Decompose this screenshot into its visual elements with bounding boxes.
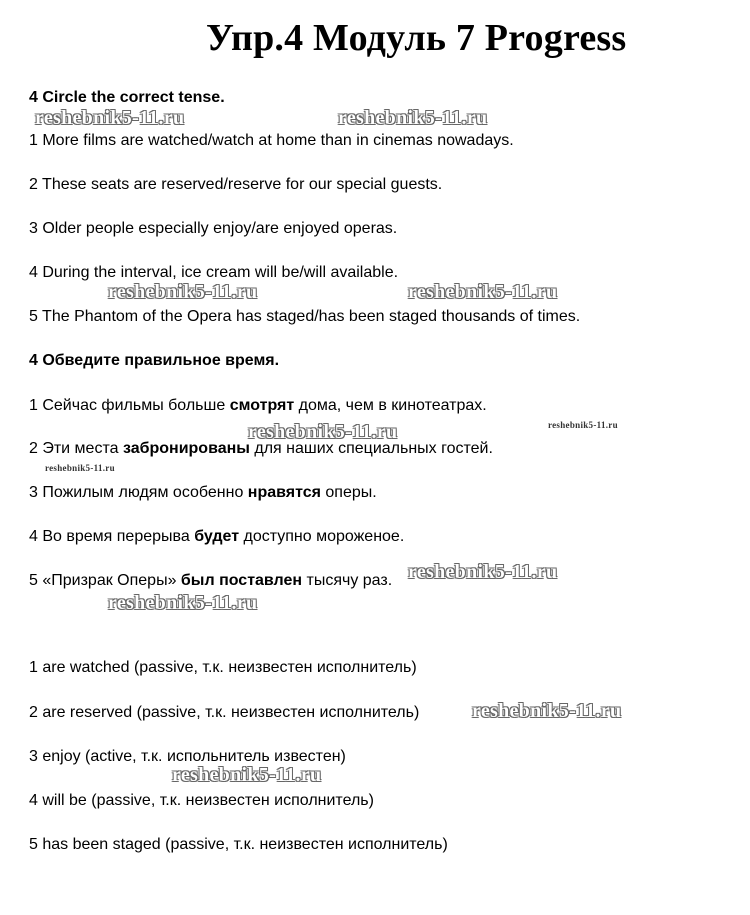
- russian-item-text: для наших специальных гостей.: [249, 440, 493, 457]
- answer-3: 3 enjoy (active, т.к. испольнитель известен): [29, 748, 346, 765]
- watermark: reshebnik5-11.ru: [408, 561, 558, 583]
- answer-1: 1 are watched (passive, т.к. неизвестен исполнитель): [29, 659, 417, 676]
- answer-4: 4 will be (passive, т.к. неизвестен исполнитель): [29, 792, 374, 809]
- russian-item-5: [29, 571, 392, 591]
- russian-item-text: дома, чем в кинотеатрах.: [294, 397, 487, 414]
- russian-item-text: 2 Эти места: [29, 440, 123, 457]
- russian-item-4: [29, 527, 404, 547]
- watermark: reshebnik5-11.ru: [338, 107, 488, 129]
- russian-item-text: доступно мороженое.: [239, 528, 405, 545]
- answer-5: 5 has been staged (passive, т.к. неизвестен исполнитель): [29, 836, 448, 853]
- russian-item-answer: забронированы: [122, 440, 250, 457]
- russian-item-answer: будет: [194, 528, 240, 545]
- russian-item-text: тысячу раз.: [302, 572, 393, 589]
- russian-item-answer: смотрят: [229, 397, 295, 414]
- russian-item-text: оперы.: [320, 484, 377, 501]
- russian-item-1: [29, 396, 487, 416]
- watermark: reshebnik5-11.ru: [45, 463, 115, 473]
- watermark: reshebnik5-11.ru: [472, 700, 622, 722]
- watermark: reshebnik5-11.ru: [108, 281, 258, 303]
- watermark: reshebnik5-11.ru: [108, 592, 258, 614]
- page-title: Упр.4 Модуль 7 Progress: [206, 17, 627, 59]
- english-item-1: 1 More films are watched/watch at home than in cinemas nowadays.: [29, 132, 514, 149]
- russian-item-text: 1 Сейчас фильмы больше: [29, 397, 230, 414]
- russian-item-answer: нравятся: [247, 484, 321, 501]
- russian-item-text: 3 Пожилым людям особенно: [29, 484, 248, 501]
- watermark: reshebnik5-11.ru: [248, 421, 398, 443]
- russian-item-text: 4 Во время перерыва: [29, 528, 195, 545]
- english-item-2: 2 These seats are reserved/reserve for our special guests.: [29, 176, 443, 193]
- english-item-5: 5 The Phantom of the Opera has staged/has been staged thousands of times.: [29, 308, 581, 325]
- english-item-3: 3 Older people especially enjoy/are enjoyed operas.: [29, 220, 398, 237]
- watermark: reshebnik5-11.ru: [408, 281, 558, 303]
- english-heading: 4 Circle the correct tense.: [29, 89, 225, 106]
- watermark: reshebnik5-11.ru: [35, 107, 185, 129]
- russian-item-answer: был поставлен: [180, 572, 303, 589]
- russian-item-text: 5 «Призрак Оперы»: [29, 572, 181, 589]
- watermark: reshebnik5-11.ru: [172, 764, 322, 786]
- russian-item-3: [29, 483, 377, 503]
- answer-2: 2 are reserved (passive, т.к. неизвестен исполнитель): [29, 704, 420, 721]
- watermark: reshebnik5-11.ru: [548, 420, 618, 430]
- english-item-4: 4 During the interval, ice cream will be/will available.: [29, 264, 399, 281]
- russian-heading: 4 Обведите правильное время.: [29, 352, 280, 369]
